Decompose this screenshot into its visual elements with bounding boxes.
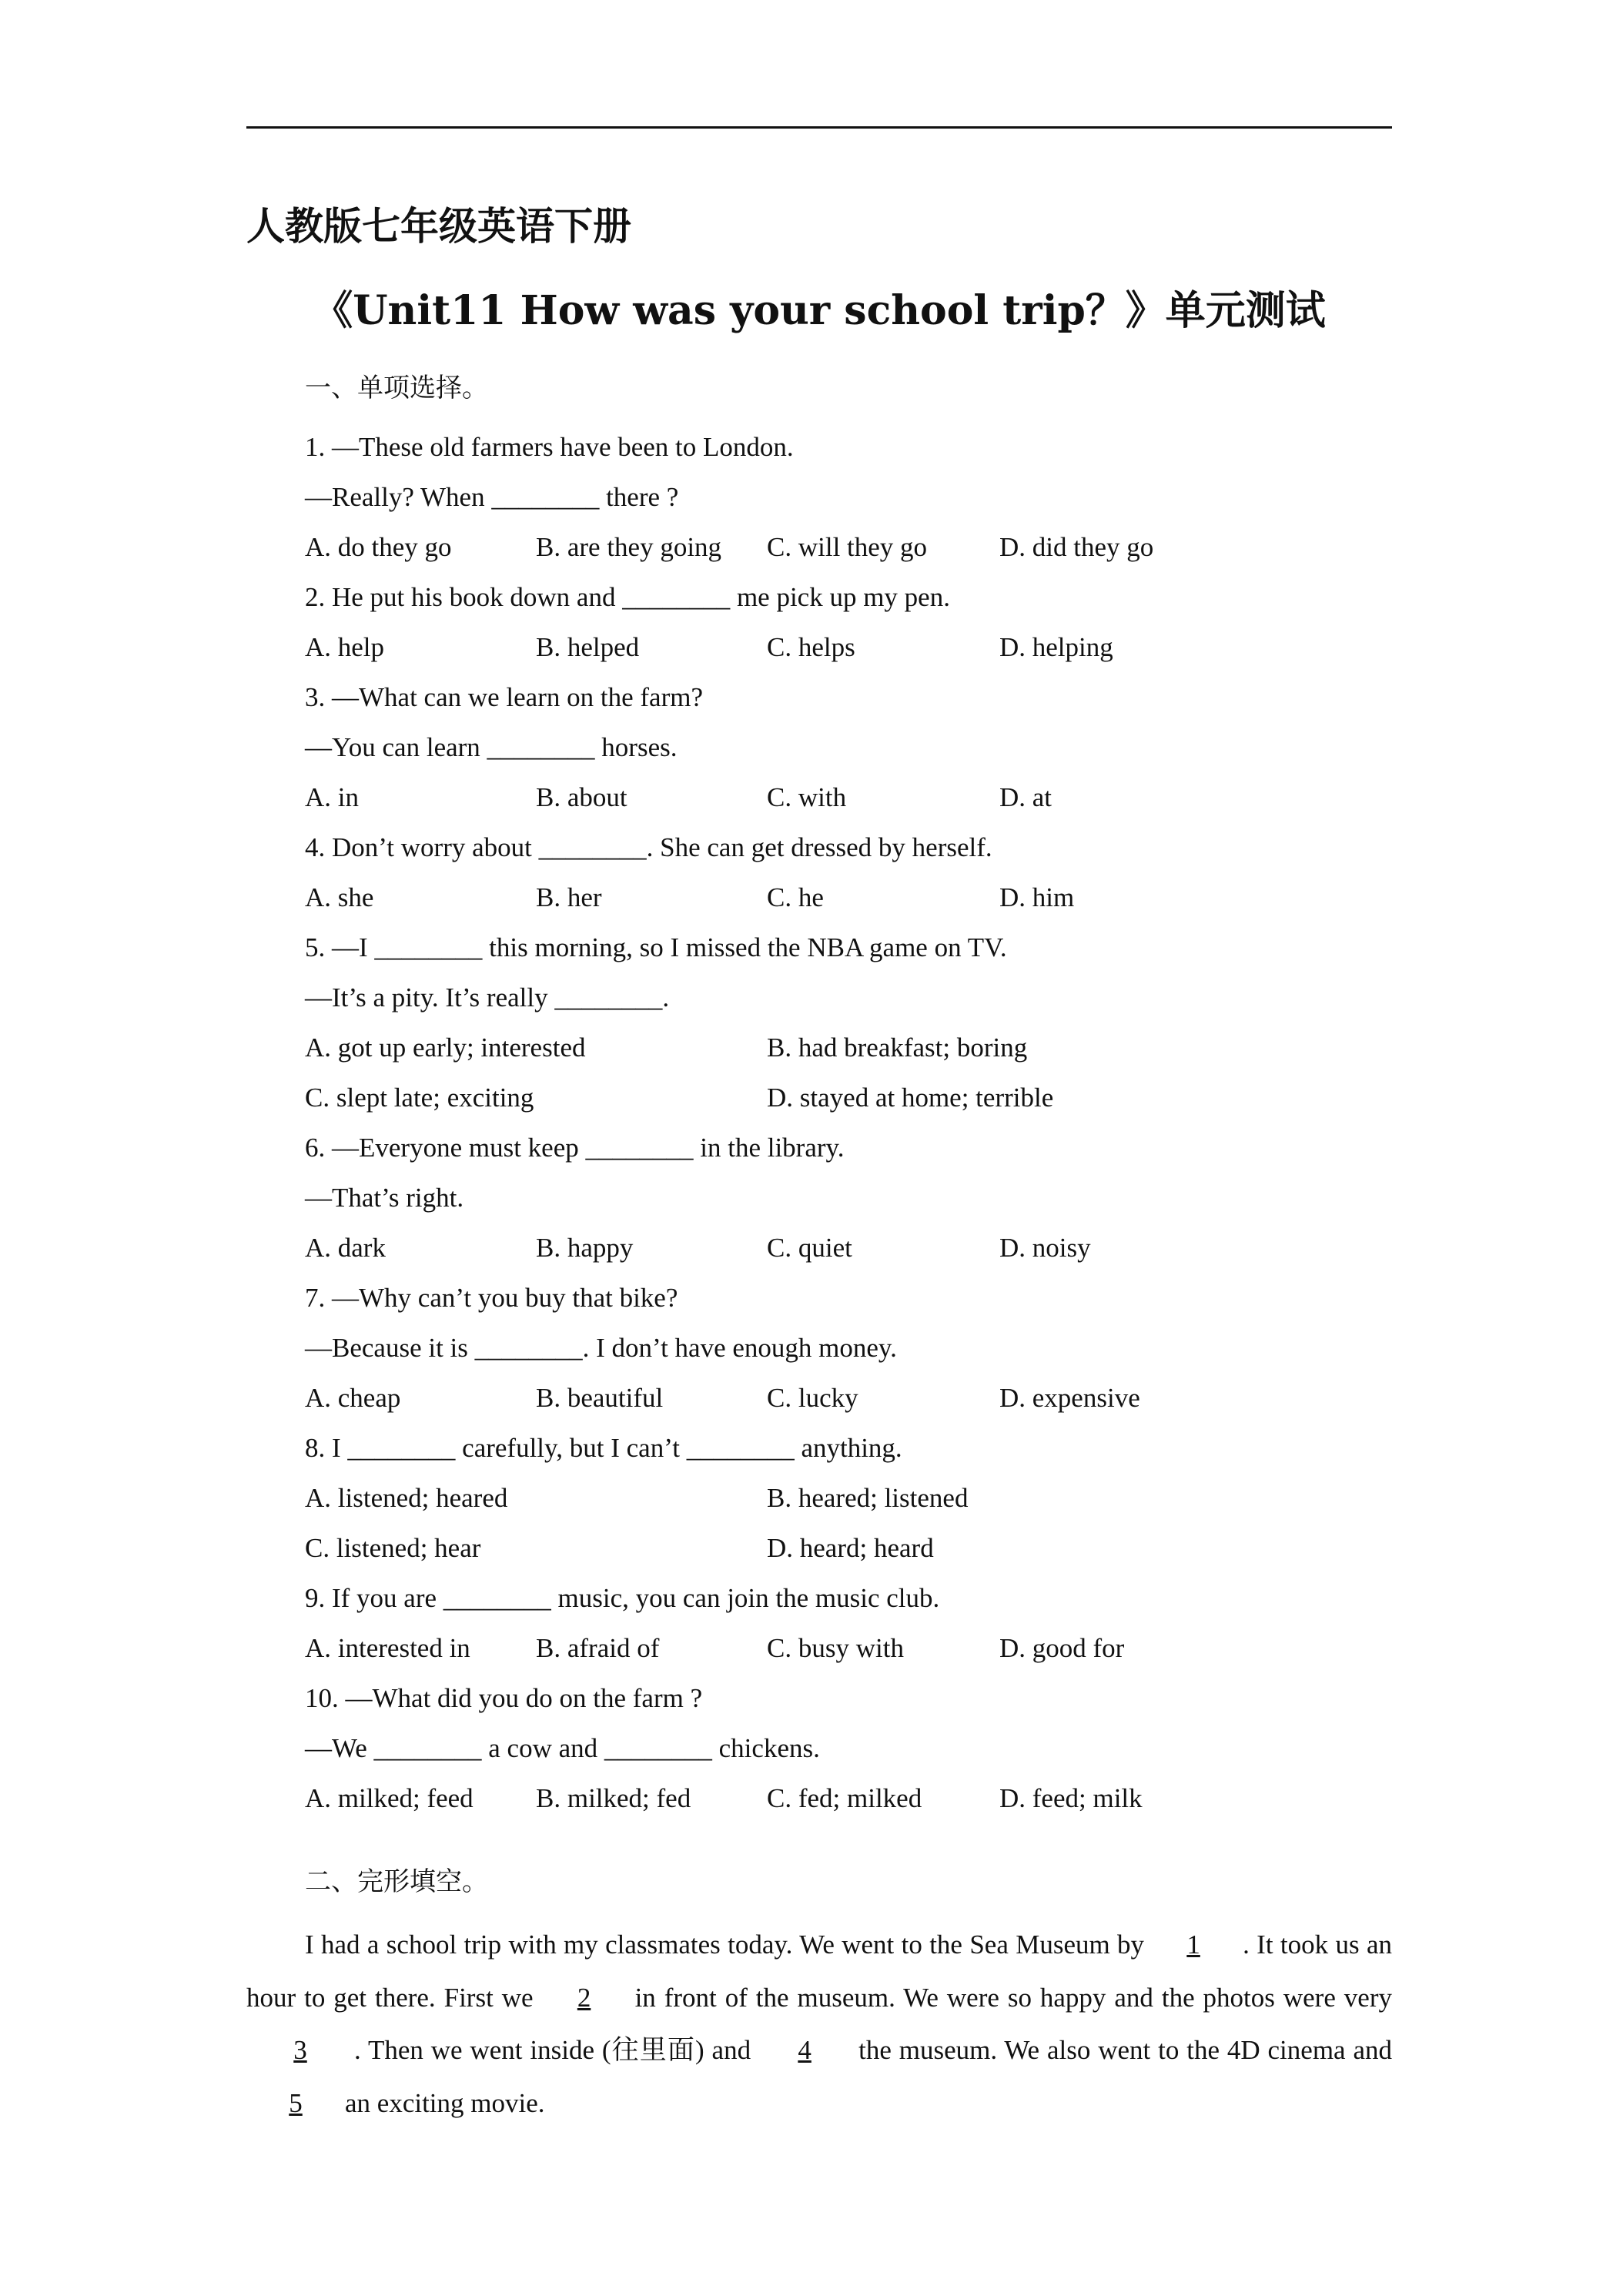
option-d[interactable]: D. did they go: [999, 532, 1154, 562]
question-5-options-row-2: [305, 1073, 1398, 1123]
option-d[interactable]: D. helping: [999, 632, 1113, 662]
question-10-response: —We ________ a cow and ________ chickens.: [305, 1733, 820, 1763]
option-c[interactable]: C. fed; milked: [767, 1783, 922, 1813]
option-a[interactable]: A. listened; heared: [305, 1483, 508, 1513]
option-b[interactable]: B. heared; listened: [767, 1483, 969, 1513]
option-c[interactable]: C. helps: [767, 632, 855, 662]
option-d[interactable]: D. him: [999, 882, 1075, 912]
option-d[interactable]: D. at: [999, 782, 1052, 812]
option-c[interactable]: C. listened; hear: [305, 1533, 481, 1563]
question-5-stem: 5. —I ________ this morning, so I missed the NBA game on TV.: [305, 932, 1007, 962]
document-title: 人教版七年级英语下册: [246, 203, 631, 249]
question-7-stem: 7. —Why can’t you buy that bike?: [305, 1283, 678, 1313]
option-a[interactable]: A. dark: [305, 1233, 386, 1263]
question-8-options-row-2: [305, 1523, 1398, 1573]
passage-text: an exciting movie.: [345, 2087, 545, 2118]
option-c[interactable]: C. with: [767, 782, 847, 812]
question-1-stem: 1. —These old farmers have been to London.: [305, 432, 794, 462]
question-4-options: [305, 872, 1398, 922]
question-1-response: —Really? When ________ there ?: [305, 482, 679, 512]
option-d[interactable]: D. good for: [999, 1633, 1125, 1663]
question-3-stem: 3. —What can we learn on the farm?: [305, 682, 703, 712]
blank-3[interactable]: 3: [293, 2035, 307, 2065]
cloze-passage: [246, 1919, 1392, 2130]
option-c[interactable]: C. he: [767, 882, 824, 912]
header-rule: [246, 126, 1392, 129]
option-a[interactable]: A. she: [305, 882, 374, 912]
question-8-options-row-1: [305, 1473, 1398, 1523]
option-b[interactable]: B. happy: [536, 1233, 634, 1263]
option-c[interactable]: C. slept late; exciting: [305, 1083, 534, 1113]
option-b[interactable]: B. helped: [536, 632, 640, 662]
question-3-options: [305, 772, 1398, 822]
option-d[interactable]: D. feed; milk: [999, 1783, 1143, 1813]
option-c[interactable]: C. lucky: [767, 1383, 858, 1413]
question-4-stem: 4. Don’t worry about ________. She can get dressed by herself.: [305, 832, 992, 862]
option-a[interactable]: A. got up early; interested: [305, 1033, 586, 1063]
option-b[interactable]: B. about: [536, 782, 627, 812]
passage-text: in front of the museum. We were so happy and the photos were very: [634, 1982, 1392, 2013]
option-b[interactable]: B. are they going: [536, 532, 722, 562]
option-d[interactable]: D. expensive: [999, 1383, 1140, 1413]
section-heading-cloze: 二、完形填空。: [305, 1866, 488, 1897]
question-1-options: [305, 522, 1398, 572]
blank-2[interactable]: 2: [577, 1982, 591, 2013]
option-a[interactable]: A. milked; feed: [305, 1783, 474, 1813]
question-7-options: [305, 1373, 1398, 1423]
option-b[interactable]: B. had breakfast; boring: [767, 1033, 1028, 1063]
option-a[interactable]: A. help: [305, 632, 385, 662]
option-a[interactable]: A. cheap: [305, 1383, 401, 1413]
option-a[interactable]: A. in: [305, 782, 359, 812]
question-10-stem: 10. —What did you do on the farm ?: [305, 1683, 703, 1713]
option-d[interactable]: D. noisy: [999, 1233, 1091, 1263]
option-c[interactable]: C. will they go: [767, 532, 928, 562]
option-a[interactable]: A. interested in: [305, 1633, 470, 1663]
question-3-response: —You can learn ________ horses.: [305, 732, 678, 762]
option-d[interactable]: D. stayed at home; terrible: [767, 1083, 1054, 1113]
blank-1[interactable]: 1: [1186, 1930, 1200, 1960]
question-7-response: —Because it is ________. I don’t have enough money.: [305, 1333, 897, 1363]
question-5-options-row-1: [305, 1022, 1398, 1073]
option-b[interactable]: B. her: [536, 882, 602, 912]
option-b[interactable]: B. afraid of: [536, 1633, 660, 1663]
option-a[interactable]: A. do they go: [305, 532, 452, 562]
question-6-response: —That’s right.: [305, 1183, 464, 1213]
question-6-stem: 6. —Everyone must keep ________ in the library.: [305, 1133, 845, 1163]
question-6-options: [305, 1223, 1398, 1273]
option-c[interactable]: C. busy with: [767, 1633, 904, 1663]
option-b[interactable]: B. milked; fed: [536, 1783, 691, 1813]
passage-text: . Then we went inside (往里面) and: [354, 2035, 751, 2065]
question-8-stem: 8. I ________ carefully, but I can’t ________ anything.: [305, 1433, 902, 1463]
passage-text: . It took us an hour to get there. First we: [246, 1930, 1392, 2013]
question-5-response: —It’s a pity. It’s really ________.: [305, 982, 670, 1012]
blank-4[interactable]: 4: [798, 2035, 812, 2065]
question-9-options: [305, 1623, 1398, 1673]
blank-5[interactable]: 5: [289, 2087, 303, 2118]
question-2-stem: 2. He put his book down and ________ me pick up my pen.: [305, 582, 950, 612]
passage-text: the museum. We also went to the 4D cinema and: [858, 2035, 1392, 2065]
multiple-choice-section: [305, 422, 1398, 1823]
question-10-options: [305, 1773, 1398, 1823]
question-2-options: [305, 622, 1398, 672]
passage-text: I had a school trip with my classmates today. We went to the Sea Museum by: [305, 1930, 1145, 1960]
option-b[interactable]: B. beautiful: [536, 1383, 664, 1413]
option-c[interactable]: C. quiet: [767, 1233, 852, 1263]
question-9-stem: 9. If you are ________ music, you can join the music club.: [305, 1583, 940, 1613]
option-d[interactable]: D. heard; heard: [767, 1533, 934, 1563]
document-subtitle: 《Unit11 How was your school trip？》单元测试: [313, 287, 1326, 334]
section-heading-multiple-choice: 一、单项选择。: [305, 373, 488, 403]
